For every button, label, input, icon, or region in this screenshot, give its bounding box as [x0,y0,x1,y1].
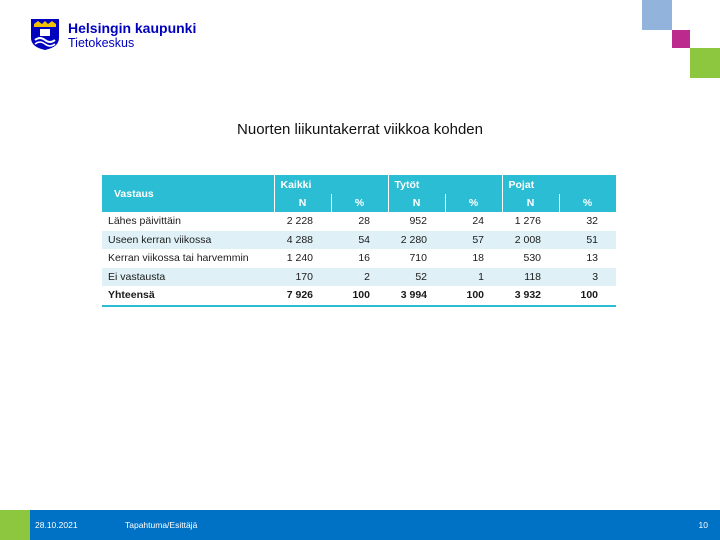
table-cell: 530 [502,249,559,268]
table-cell: 170 [274,268,331,287]
table-cell: 24 [445,212,502,231]
subheader: % [445,194,502,212]
table-cell: 52 [388,268,445,287]
table-cell: 18 [445,249,502,268]
decor-square-blue [642,0,672,30]
helsinki-logo [30,18,200,54]
helsinki-crest-icon [30,18,60,51]
table-cell: 100 [445,286,502,306]
table-cell: 2 280 [388,231,445,250]
subheader: % [331,194,388,212]
decor-square-magenta [672,30,690,48]
row-label: Kerran viikossa tai harvemmin [102,249,274,268]
table-header-row [102,175,616,194]
row-label: Ei vastausta [102,268,274,287]
table-cell: 1 240 [274,249,331,268]
row-label: Lähes päivittäin [102,212,274,231]
table-cell: 16 [331,249,388,268]
table-row [102,268,616,287]
table-cell: 3 994 [388,286,445,306]
slide-title: Nuorten liikuntakerrat viikkoa kohden [237,121,483,138]
row-label: Useen kerran viikossa [102,231,274,250]
table-cell: 3 932 [502,286,559,306]
table-cell: 13 [559,249,616,268]
subheader: N [502,194,559,212]
table-row [102,212,616,231]
table-cell: 28 [331,212,388,231]
decor-square-green [690,48,720,78]
table-cell: 2 [331,268,388,287]
footer-date: 28.10.2021 [35,520,78,530]
data-table [102,175,617,307]
table-cell: 2 228 [274,212,331,231]
table-cell: 1 [445,268,502,287]
table-cell: 4 288 [274,231,331,250]
header-vastaus: Vastaus [102,175,274,212]
subheader: N [274,194,331,212]
table-cell: 2 008 [502,231,559,250]
footer-event: Tapahtuma/Esittäjä [125,520,198,530]
table-cell: 710 [388,249,445,268]
table-cell: 952 [388,212,445,231]
header-group: Tytöt [388,175,502,194]
subheader: % [559,194,616,212]
footer-accent [0,510,30,540]
table-cell: 3 [559,268,616,287]
table-total-row [102,286,616,306]
table-cell: 118 [502,268,559,287]
table-row [102,231,616,250]
logo-name: Helsingin kaupunki [68,20,197,36]
table-cell: 7 926 [274,286,331,306]
table-cell: 51 [559,231,616,250]
table-row [102,249,616,268]
table-cell: 1 276 [502,212,559,231]
page-number: 10 [698,520,708,530]
row-label: Yhteensä [102,286,274,306]
subheader: N [388,194,445,212]
table-cell: 54 [331,231,388,250]
header-group: Kaikki [274,175,388,194]
footer-bar [0,510,720,540]
table-cell: 100 [559,286,616,306]
logo-subtitle: Tietokeskus [68,36,135,50]
table-cell: 100 [331,286,388,306]
table-cell: 57 [445,231,502,250]
table-cell: 32 [559,212,616,231]
header-group: Pojat [502,175,616,194]
